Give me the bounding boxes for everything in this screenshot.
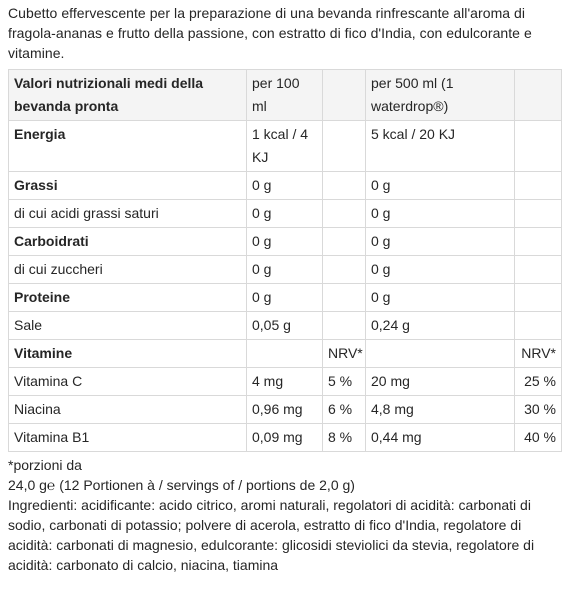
row-label: Carboidrati <box>9 228 247 256</box>
table-row <box>9 368 562 396</box>
empty-cell <box>515 312 562 340</box>
table-row <box>9 396 562 424</box>
header-nutrition-label: Valori nutrizionali medi della bevanda pronta <box>9 70 247 121</box>
table-row <box>9 228 562 256</box>
empty-cell <box>323 200 366 228</box>
empty-cell <box>366 340 515 368</box>
footnote: *porzioni da <box>8 457 82 473</box>
nrv-header-100ml: NRV* <box>323 340 366 368</box>
table-row <box>9 200 562 228</box>
value-per-500ml: 5 kcal / 20 KJ <box>366 121 515 172</box>
empty-cell <box>323 284 366 312</box>
row-label: Vitamina B1 <box>9 424 247 452</box>
table-row <box>9 424 562 452</box>
value-per-100ml: 0 g <box>247 256 323 284</box>
empty-cell <box>323 121 366 172</box>
value-per-100ml: 0 g <box>247 200 323 228</box>
row-label: Niacina <box>9 396 247 424</box>
value-per-100ml: 0 g <box>247 172 323 200</box>
value-per-100ml: 4 mg <box>247 368 323 396</box>
nrv-per-100ml: 8 % <box>323 424 366 452</box>
product-notes <box>8 455 562 575</box>
row-label: Vitamina C <box>9 368 247 396</box>
table-row <box>9 172 562 200</box>
nrv-per-500ml: 30 % <box>515 396 562 424</box>
empty-cell <box>323 312 366 340</box>
value-per-100ml: 0,09 mg <box>247 424 323 452</box>
value-per-100ml: 0 g <box>247 284 323 312</box>
row-label: Sale <box>9 312 247 340</box>
row-label: di cui acidi grassi saturi <box>9 200 247 228</box>
portion-info: 24,0 g℮ (12 Portionen à / servings of / portions de 2,0 g) <box>8 477 355 493</box>
nrv-per-100ml: 5 % <box>323 368 366 396</box>
nutrition-table <box>8 69 562 452</box>
empty-cell <box>323 256 366 284</box>
header-per-100ml: per 100 ml <box>247 70 323 121</box>
empty-cell <box>323 172 366 200</box>
intro-text: Cubetto effervescente per la preparazione di una bevanda rinfrescante all'aroma di fragola-ananas e frutto della passione, con estratto di fico d'India, con edulcorante e vitamine. <box>8 5 532 61</box>
row-label: Proteine <box>9 284 247 312</box>
value-per-100ml: 0 g <box>247 228 323 256</box>
value-per-100ml: 0,96 mg <box>247 396 323 424</box>
nrv-per-500ml: 25 % <box>515 368 562 396</box>
value-per-500ml: 0 g <box>366 200 515 228</box>
vitamins-header-row <box>9 340 562 368</box>
empty-cell <box>515 228 562 256</box>
row-label: Energia <box>9 121 247 172</box>
table-row <box>9 312 562 340</box>
value-per-500ml: 0,24 g <box>366 312 515 340</box>
header-per-500ml: per 500 ml (1 waterdrop®) <box>366 70 515 121</box>
value-per-500ml: 0 g <box>366 228 515 256</box>
nrv-header-500ml: NRV* <box>515 340 562 368</box>
value-per-100ml: 0,05 g <box>247 312 323 340</box>
empty-cell <box>323 228 366 256</box>
value-per-500ml: 0,44 mg <box>366 424 515 452</box>
value-per-500ml: 0 g <box>366 284 515 312</box>
table-header-row <box>9 70 562 121</box>
table-row <box>9 121 562 172</box>
vitamins-label: Vitamine <box>9 340 247 368</box>
empty-cell <box>247 340 323 368</box>
table-row <box>9 284 562 312</box>
nrv-per-100ml: 6 % <box>323 396 366 424</box>
value-per-500ml: 4,8 mg <box>366 396 515 424</box>
table-row <box>9 256 562 284</box>
empty-cell <box>515 200 562 228</box>
value-per-500ml: 20 mg <box>366 368 515 396</box>
row-label: di cui zuccheri <box>9 256 247 284</box>
empty-cell <box>515 256 562 284</box>
empty-cell <box>515 172 562 200</box>
empty-cell <box>515 284 562 312</box>
header-empty <box>515 70 562 121</box>
value-per-100ml: 1 kcal / 4 KJ <box>247 121 323 172</box>
empty-cell <box>515 121 562 172</box>
row-label: Grassi <box>9 172 247 200</box>
value-per-500ml: 0 g <box>366 256 515 284</box>
nrv-per-500ml: 40 % <box>515 424 562 452</box>
header-empty <box>323 70 366 121</box>
value-per-500ml: 0 g <box>366 172 515 200</box>
ingredients-text: Ingredienti: acidificante: acido citrico, aromi naturali, regolatori di acidità: carbonati di sodio, carbonati di potassio; polvere di acerola, estratto di fico d'India, regolatore di acidità: carbonati di magnesio, edulcorante: glicosidi steviolici da stevia, regolatore di acidità: carbonato di calcio, niacina, tiamina <box>8 497 535 573</box>
